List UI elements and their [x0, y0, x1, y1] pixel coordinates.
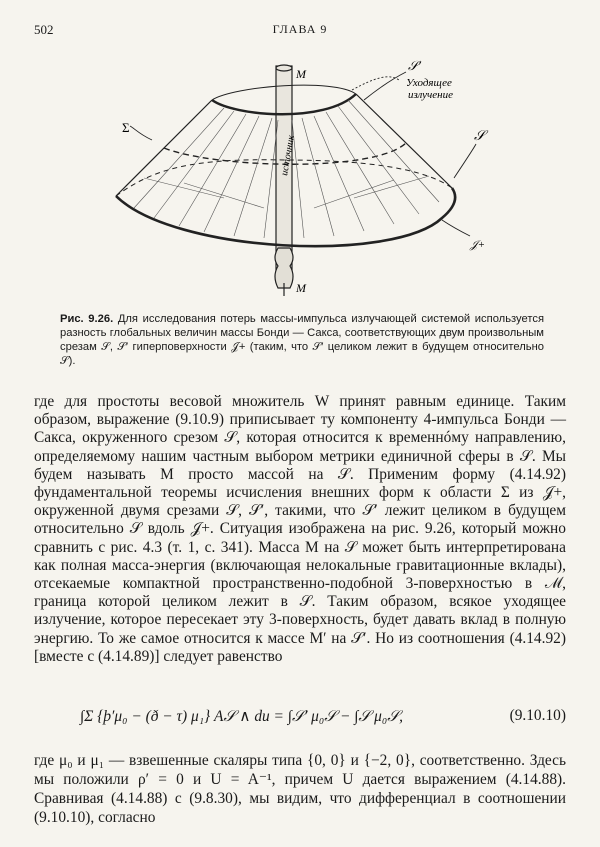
paragraph-2: где μ₀ и μ₁ — взвешенные скаляры типа {0, 0} и {−2, 0}, соответственно. Здесь мы положили ρ′ = 0 и U = A⁻¹, причем U дается выражением (4.14.88). Сравнивая (4.14.88) с (9.8.30), мы видим, что дифференциал в соотношении (9.10.10), согласно [34, 752, 566, 826]
equation-9-10-10 [80, 704, 566, 744]
source-rod [275, 65, 293, 296]
label-s-prime: 𝒮′ [408, 58, 421, 73]
label-m-bottom: M [296, 281, 306, 295]
figure-caption [60, 312, 544, 368]
label-outgoing-2: излучение [408, 89, 454, 101]
body-paragraph-1 [34, 393, 566, 666]
caption-label: Рис. 9.26. [60, 313, 114, 325]
label-m-top: M [296, 67, 306, 81]
caption-text: Для исследования потерь массы-импульса излучающей системой используется разность глобальных величин массы Бонди — Сакса, соответствующих двум произвольным срезам 𝒮, 𝒮′ гиперповерхности 𝒥+ (таким, что 𝒮′ целиком лежит в будущем относительно 𝒮). [60, 313, 545, 367]
label-source: источник [279, 134, 298, 177]
chapter-title: ГЛАВА 9 [272, 22, 328, 36]
label-outgoing-1: Уходящее [406, 77, 452, 89]
page-number: 502 [34, 22, 54, 37]
label-s: 𝒮 [474, 129, 485, 144]
paragraph-1: где для простоты весовой множитель W принят равным единице. Таким образом, выражение (9.10.9) приписывает ту компоненту 4-импульса Бонди — Сакса, окруженного срезом 𝒮, которая относится к временнóму направлению, определяемому нашим частным выбором метрики единичной сферы в 𝒮. Мы будем называть M просто массой на 𝒮. Применим форму (4.14.92) фундаментальной теоремы исчисления внешних форм к области Σ из 𝒥+, окруженной двумя срезами 𝒮, 𝒮′, такими, что 𝒮′ лежит целиком в будущем относительно 𝒮 вдоль 𝒥+. Ситуация изображена на рис. 9.26, который можно сравнить с рис. 4.3 (т. 1, с. 341). Масса M на 𝒮 может быть интерпретирована как полная масса-энергия (включающая нелокальные гравитационные вклады), отсекаемые компактной пространственно-подобной 3-поверхностью в ℳ, граница которой целиком лежит в 𝒮. Таким образом, всякое уходящее излучение, которое пересекает эту 3-поверхность, будет давать вклад в полную энергию. То же самое относится к массе M′ на 𝒮′. Но из соотношения (4.14.92) [вместе с (4.14.89)] следует равенство [34, 393, 566, 665]
scri-diagram [34, 48, 566, 310]
label-sigma: Σ [122, 120, 130, 135]
equation-formula: ∫Σ {þ′μ₀ − (ð − τ) μ₁} A𝒮 ∧ du = ∫𝒮′ μ₀𝒮 − ∫𝒮 μ₀𝒮, [80, 708, 404, 725]
body-paragraph-2 [34, 751, 566, 827]
label-scri-plus: 𝒥+ [470, 239, 486, 251]
page-header [34, 22, 566, 40]
figure-9-26 [34, 48, 566, 310]
equation-number: (9.10.10) [509, 707, 566, 724]
